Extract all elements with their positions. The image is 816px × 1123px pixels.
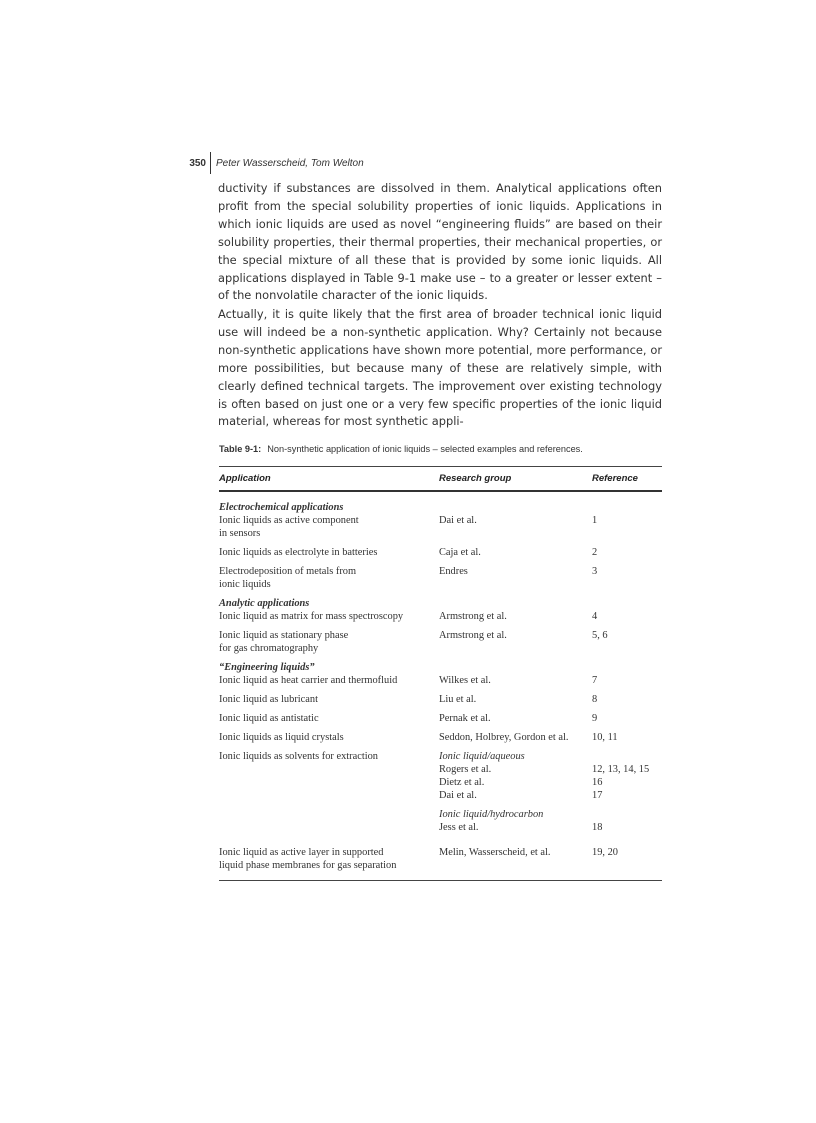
cell-research-group: Seddon, Holbrey, Gordon et al. bbox=[439, 732, 569, 743]
cell-reference: 2 bbox=[592, 547, 598, 558]
section-title: Analytic applications bbox=[219, 598, 310, 609]
table-row bbox=[219, 629, 662, 655]
cell-research-group: Wilkes et al. bbox=[439, 675, 491, 686]
table-header-row bbox=[219, 467, 662, 490]
cell-application: Ionic liquid as antistatic bbox=[219, 713, 319, 724]
cell-reference: 18 bbox=[592, 822, 603, 833]
cell-research-group: Dai et al. bbox=[439, 790, 477, 801]
cell-research-group: Pernak et al. bbox=[439, 713, 491, 724]
body-paragraph-2: Actually, it is quite likely that the first area of broader technical ionic liquid use will indeed be a non-synthetic application. Why? Certainly not because non-synthetic applications have shown more potential, more performance, or more possibilities, but because many of these are relatively simple, with clearly defined technical targets. The improvement over existing technology is often based on just one or a very few specific properties of the ionic liquid material, whereas for most synthetic appli- bbox=[218, 307, 662, 429]
cell-application: Ionic liquids as active component in sensors bbox=[219, 515, 359, 539]
table-row bbox=[219, 514, 662, 540]
cell-research-group: Armstrong et al. bbox=[439, 630, 507, 641]
cell-reference: 8 bbox=[592, 694, 598, 705]
cell-research-group: Rogers et al. bbox=[439, 764, 492, 775]
cell-reference: 9 bbox=[592, 713, 598, 724]
page-number: 350 bbox=[189, 157, 206, 169]
cell-application: Ionic liquids as electrolyte in batteries bbox=[219, 547, 378, 558]
column-header-reference: Reference bbox=[592, 473, 638, 484]
cell-application: Ionic liquid as matrix for mass spectroscopy bbox=[219, 611, 404, 622]
cell-reference: 19, 20 bbox=[592, 847, 618, 858]
cell-research-group: Jess et al. bbox=[439, 822, 479, 833]
cell-research-group: Melin, Wasserscheid, et al. bbox=[439, 847, 551, 858]
subgroup-hydrocarbon bbox=[439, 808, 662, 834]
subgroup-entry bbox=[439, 789, 662, 802]
table-row bbox=[219, 610, 662, 623]
cell-research-group: Dietz et al. bbox=[439, 777, 485, 788]
table-row bbox=[219, 674, 662, 687]
cell-application: Electrodeposition of metals from ionic liquids bbox=[219, 566, 357, 590]
header-divider bbox=[210, 152, 211, 174]
cell-research-group: Endres bbox=[439, 566, 468, 577]
section-title: Electrochemical applications bbox=[219, 502, 344, 513]
table-caption-text: Non-synthetic application of ionic liquids – selected examples and references. bbox=[267, 444, 583, 454]
table-row bbox=[219, 693, 662, 706]
cell-reference: 16 bbox=[592, 777, 603, 788]
cell-research-group: Armstrong et al. bbox=[439, 611, 507, 622]
subgroup-entry bbox=[439, 763, 662, 776]
table-row bbox=[219, 565, 662, 591]
running-head: Peter Wasserscheid, Tom Welton bbox=[216, 157, 364, 169]
cell-reference: 1 bbox=[592, 515, 598, 526]
cell-research-group: Caja et al. bbox=[439, 547, 481, 558]
cell-reference: 10, 11 bbox=[592, 732, 618, 743]
cell-research-group: Liu et al. bbox=[439, 694, 477, 705]
cell-application: Ionic liquids as solvents for extraction bbox=[219, 751, 379, 762]
page-header bbox=[176, 152, 364, 174]
column-header-application: Application bbox=[219, 473, 271, 484]
table-row bbox=[219, 846, 662, 872]
table-row bbox=[219, 712, 662, 725]
applications-table bbox=[219, 466, 662, 881]
cell-application: Ionic liquid as active layer in supported liquid phase membranes for gas separation bbox=[219, 847, 397, 871]
cell-reference: 5, 6 bbox=[592, 630, 608, 641]
subgroup-label: Ionic liquid/aqueous bbox=[439, 751, 525, 762]
cell-application: Ionic liquid as stationary phase for gas chromatography bbox=[219, 630, 349, 654]
cell-application: Ionic liquid as heat carrier and thermofluid bbox=[219, 675, 398, 686]
table-bottom-rule bbox=[219, 880, 662, 881]
cell-reference: 4 bbox=[592, 611, 598, 622]
table-row bbox=[219, 546, 662, 559]
extraction-subgroups bbox=[439, 750, 662, 840]
subgroup-label: Ionic liquid/hydrocarbon bbox=[439, 809, 544, 820]
table-row bbox=[219, 731, 662, 744]
body-paragraph-1: ductivity if substances are dissolved in them. Analytical applications often profit from the special solubility properties of ionic liquids. Applications in which ionic liquids are used as novel “engineering fluids” are based on their solubility properties, their thermal properties, their mechanical properties, or the special mixture of all these that is provided by some ionic liquids. All applications displayed in Table 9-1 make use – to a greater or lesser extent – of the nonvolatile character of the ionic liquids. bbox=[218, 181, 662, 303]
table-caption bbox=[219, 444, 662, 454]
cell-application: Ionic liquid as lubricant bbox=[219, 694, 318, 705]
table-row-extraction bbox=[219, 750, 662, 840]
table-body bbox=[219, 492, 662, 880]
cell-reference: 12, 13, 14, 15 bbox=[592, 764, 650, 775]
section-title: “Engineering liquids” bbox=[219, 662, 315, 673]
cell-reference: 17 bbox=[592, 790, 603, 801]
column-header-research-group: Research group bbox=[439, 473, 512, 484]
cell-application: Ionic liquids as liquid crystals bbox=[219, 732, 344, 743]
cell-research-group: Dai et al. bbox=[439, 515, 477, 526]
table-caption-label: Table 9-1: bbox=[219, 444, 262, 454]
subgroup-aqueous bbox=[439, 750, 662, 802]
cell-reference: 3 bbox=[592, 566, 598, 577]
subgroup-entry bbox=[439, 776, 662, 789]
cell-reference: 7 bbox=[592, 675, 598, 686]
subgroup-entry bbox=[439, 821, 662, 834]
